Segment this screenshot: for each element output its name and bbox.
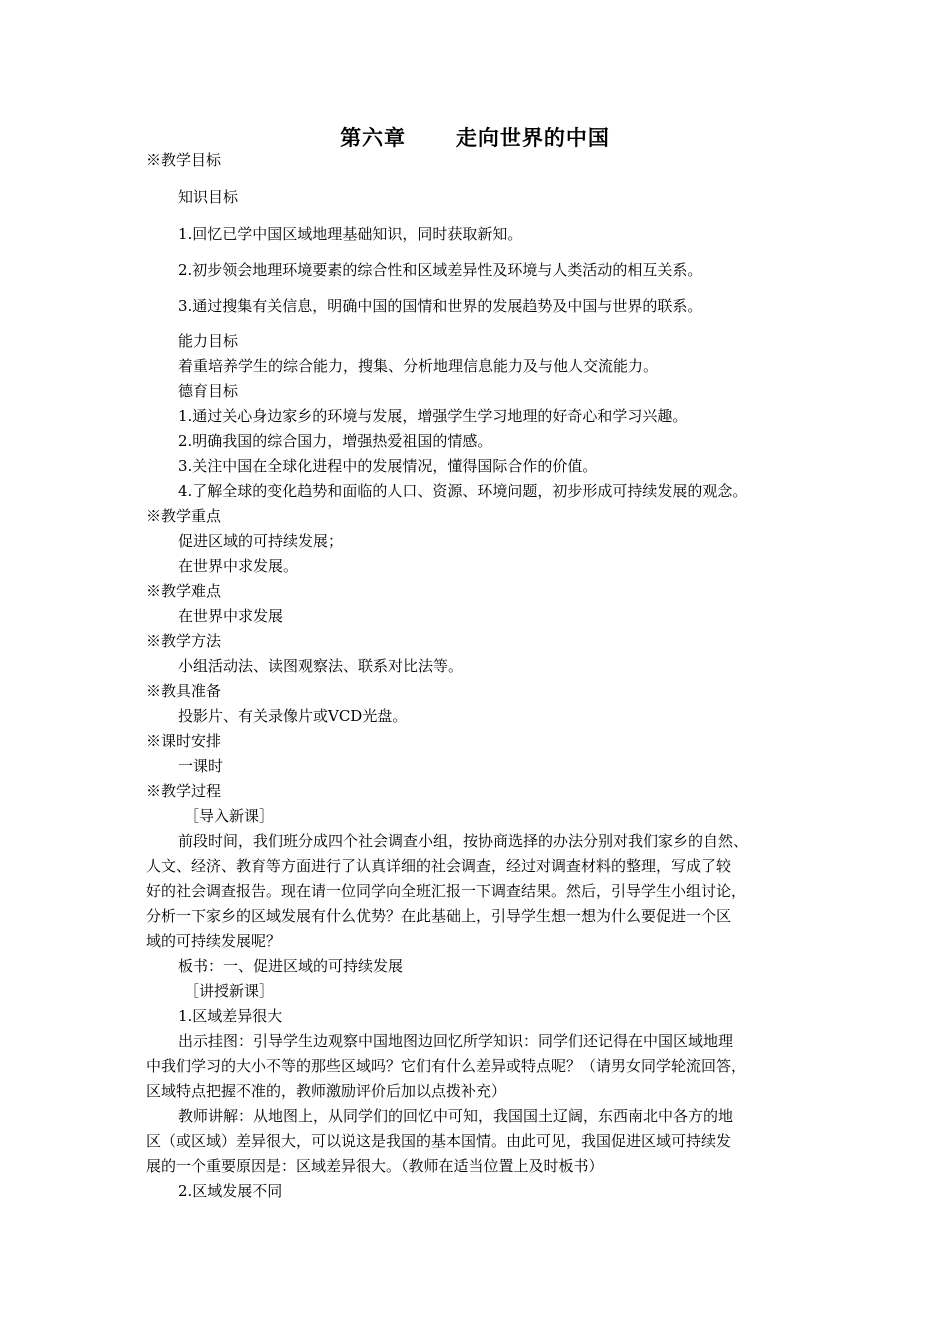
paragraph-line: 好的社会调查报告。现在请一位同学向全班汇报一下调查结果。然后，引导学生小组讨论， bbox=[146, 882, 747, 900]
section-heading: ※教具准备 bbox=[146, 682, 222, 700]
subheading: 德育目标 bbox=[178, 382, 239, 400]
text-line: 投影片、有关录像片或VCD光盘。 bbox=[178, 707, 408, 725]
section-heading: ※教学难点 bbox=[146, 582, 222, 600]
text-line: 小组活动法、读图观察法、联系对比法等。 bbox=[178, 657, 464, 675]
text-line: 在世界中求发展。 bbox=[178, 557, 299, 575]
paragraph-line: 域的可持续发展呢？ bbox=[146, 932, 282, 950]
section-heading: ※教学过程 bbox=[146, 782, 222, 800]
section-heading: ※课时安排 bbox=[146, 732, 222, 750]
paragraph-line: 区域特点把握不准的，教师激励评价后加以点拨补充） bbox=[146, 1082, 507, 1100]
board-note: 板书：一、促进区域的可持续发展 bbox=[178, 957, 404, 975]
list-item: 3.通过搜集有关信息，明确中国的国情和世界的发展趋势及中国与世界的联系。 bbox=[178, 297, 703, 315]
paragraph-line: 前段时间，我们班分成四个社会调查小组，按协商选择的办法分别对我们家乡的自然、 bbox=[178, 832, 749, 850]
paragraph-line: 区（或区域）差异很大，可以说这是我国的基本国情。由此可见，我国促进区域可持续发 bbox=[146, 1132, 732, 1150]
text-line: 在世界中求发展 bbox=[178, 607, 284, 625]
text-line: 一课时 bbox=[178, 757, 224, 775]
paragraph-line: 展的一个重要原因是：区域差异很大。（教师在适当位置上及时板书） bbox=[146, 1157, 604, 1175]
section-heading: ※教学目标 bbox=[146, 151, 222, 169]
paragraph-line: 分析一下家乡的区域发展有什么优势？在此基础上，引导学生想一想为什么要促进一个区 bbox=[146, 907, 732, 925]
list-item: 2.区域发展不同 bbox=[178, 1182, 283, 1200]
list-item: 3.关注中国在全球化进程中的发展情况，懂得国际合作的价值。 bbox=[178, 457, 598, 475]
list-item: 1.通过关心身边家乡的环境与发展，增强学生学习地理的好奇心和学习兴趣。 bbox=[178, 407, 688, 425]
list-item: 1.回忆已学中国区域地理基础知识，同时获取新知。 bbox=[178, 225, 523, 243]
bracket-heading: ［导入新课］ bbox=[184, 807, 275, 825]
paragraph-line: 中我们学习的大小不等的那些区域吗？它们有什么差异或特点呢？（请男女同学轮流回答， bbox=[146, 1057, 747, 1075]
text-line: 促进区域的可持续发展； bbox=[178, 532, 344, 550]
paragraph-line: 教师讲解：从地图上，从同学们的回忆中可知，我国国土辽阔，东西南北中各方的地 bbox=[178, 1107, 734, 1125]
chapter-title: 第六章 走向世界的中国 bbox=[340, 126, 610, 150]
section-heading: ※教学方法 bbox=[146, 632, 222, 650]
list-item: 1.区域差异很大 bbox=[178, 1007, 283, 1025]
list-item: 4.了解全球的变化趋势和面临的人口、资源、环境问题，初步形成可持续发展的观念。 bbox=[178, 482, 748, 500]
bracket-heading: ［讲授新课］ bbox=[184, 982, 275, 1000]
list-item: 2.明确我国的综合国力，增强热爱祖国的情感。 bbox=[178, 432, 493, 450]
list-item: 2.初步领会地理环境要素的综合性和区域差异性及环境与人类活动的相互关系。 bbox=[178, 261, 703, 279]
subheading: 知识目标 bbox=[178, 188, 239, 206]
text-line: 着重培养学生的综合能力，搜集、分析地理信息能力及与他人交流能力。 bbox=[178, 357, 659, 375]
subheading: 能力目标 bbox=[178, 332, 239, 350]
section-heading: ※教学重点 bbox=[146, 507, 222, 525]
paragraph-line: 出示挂图：引导学生边观察中国地图边回忆所学知识：同学们还记得在中国区域地理 bbox=[178, 1032, 734, 1050]
paragraph-line: 人文、经济、教育等方面进行了认真详细的社会调查，经过对调查材料的整理，写成了较 bbox=[146, 857, 732, 875]
